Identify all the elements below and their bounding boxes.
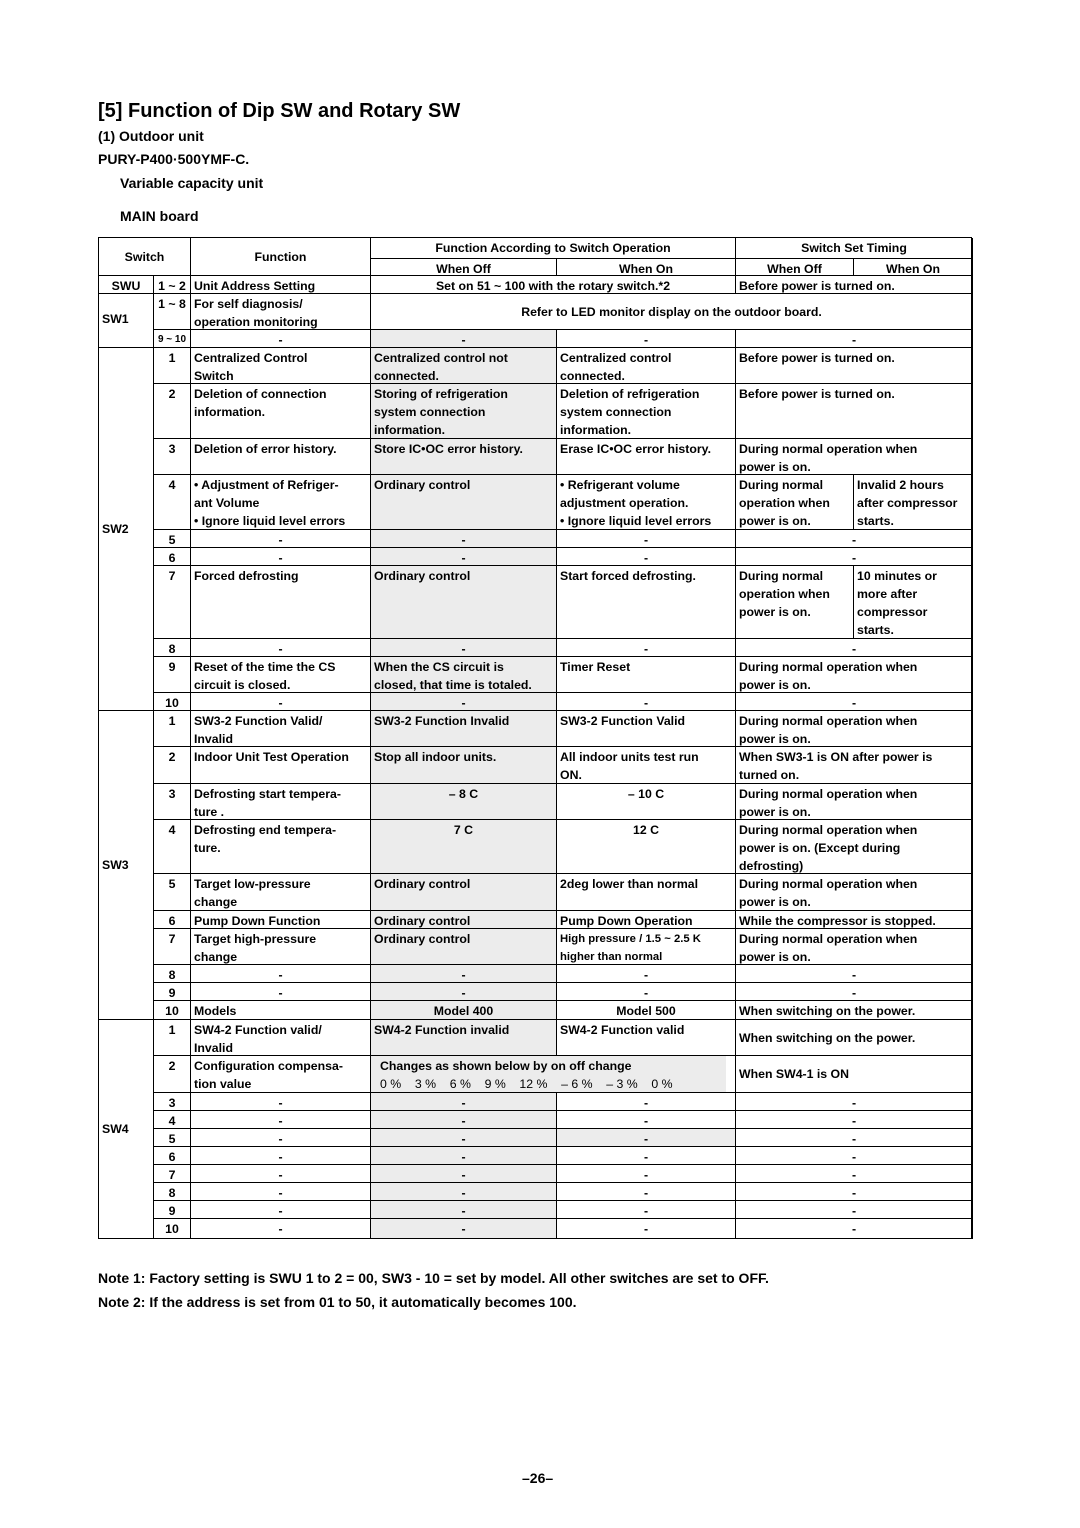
- switch-when-off: Store IC•OC error history.: [371, 439, 557, 475]
- switch-timing: When SW4-1 is ON: [736, 1056, 973, 1093]
- switch-function: Reset of the time the CS circuit is closed.: [191, 657, 371, 693]
- switch-timing: During normal operation when power is on.: [736, 784, 973, 820]
- header-function: Function: [191, 238, 371, 276]
- switch-function: -: [191, 1093, 371, 1111]
- switch-timing: Before power is turned on.: [736, 276, 973, 294]
- switch-when-off: Model 400: [371, 1001, 557, 1020]
- switch-timing: Before power is turned on.: [736, 348, 973, 384]
- header-when-off: When Off: [371, 259, 557, 276]
- switch-when-on: High pressure / 1.5 ~ 2.5 K higher than normal: [557, 929, 736, 965]
- switch-number: 1: [154, 711, 191, 747]
- model-name: PURY-P400·500YMF-C.: [98, 151, 250, 167]
- switch-function: -: [191, 693, 371, 711]
- switch-number: 1: [154, 1020, 191, 1056]
- switch-number: 1: [154, 348, 191, 384]
- switch-when-off: -: [371, 1183, 557, 1201]
- switch-number: 5: [154, 874, 191, 911]
- header-when-on: When On: [557, 259, 736, 276]
- note-1: Note 1: Factory setting is SWU 1 to 2 = 00, SW3 - 10 = set by model. All other switches are set to OFF.: [98, 1270, 769, 1286]
- switch-number: 9: [154, 657, 191, 693]
- switch-when-on: -: [557, 639, 736, 657]
- switch-number: 10: [154, 693, 191, 711]
- switch-timing: -: [736, 1219, 973, 1239]
- switch-when-on: 2deg lower than normal: [557, 874, 736, 911]
- switch-when-on: -: [557, 1183, 736, 1201]
- switch-number: 3: [154, 439, 191, 475]
- switch-timing: During normal operation when power is on. (Except during defrosting): [736, 820, 973, 874]
- switch-timing: -: [736, 983, 973, 1001]
- switch-when-on: -: [557, 693, 736, 711]
- switch-function: Centralized Control Switch: [191, 348, 371, 384]
- switch-number: 8: [154, 639, 191, 657]
- switch-function: Models: [191, 1001, 371, 1020]
- subsection-title: (1) Outdoor unit: [98, 128, 204, 144]
- switch-number: 2: [154, 384, 191, 439]
- page-number: –26–: [522, 1470, 554, 1486]
- switch-timing: -: [736, 548, 973, 566]
- switch-when-off: Ordinary control: [371, 874, 557, 911]
- switch-number: 3: [154, 784, 191, 820]
- switch-function: Defrosting start tempera- ture .: [191, 784, 371, 820]
- switch-function: Unit Address Setting: [191, 276, 371, 294]
- switch-when-off: Ordinary control: [371, 929, 557, 965]
- switch-function: For self diagnosis/ operation monitoring: [191, 294, 371, 330]
- switch-number: 9 ~ 10: [154, 330, 191, 348]
- switch-timing: -: [736, 1129, 973, 1147]
- switch-when-off: -: [371, 1147, 557, 1165]
- switch-number: 6: [154, 548, 191, 566]
- switch-function: • Adjustment of Refriger- ant Volume • Ignore liquid level errors: [191, 475, 371, 530]
- switch-function: -: [191, 1147, 371, 1165]
- switch-function: SW3-2 Function Valid/ Invalid: [191, 711, 371, 747]
- switch-timing: During normal operation when power is on.: [736, 439, 973, 475]
- switch-number: 5: [154, 530, 191, 548]
- change-values: 0 % 3 % 6 % 9 % 12 % – 6 % – 3 % 0 %: [380, 1077, 673, 1091]
- switch-operation: [371, 1056, 736, 1093]
- switch-when-on: Model 500: [557, 1001, 736, 1020]
- board-name: MAIN board: [120, 208, 199, 224]
- switch-when-on: -: [557, 983, 736, 1001]
- switch-when-off: 7 C: [371, 820, 557, 874]
- switch-function-table: [98, 237, 972, 1239]
- switch-timing-off: During normal operation when power is on.: [736, 475, 854, 530]
- switch-function: -: [191, 548, 371, 566]
- switch-timing: When switching on the power.: [736, 1001, 973, 1020]
- switch-when-on: -: [557, 1165, 736, 1183]
- switch-timing: During normal operation when power is on.: [736, 929, 973, 965]
- switch-when-off: -: [371, 639, 557, 657]
- switch-timing: -: [736, 1201, 973, 1219]
- switch-when-on: -: [557, 965, 736, 983]
- switch-timing: -: [736, 1183, 973, 1201]
- group-sw3: SW3: [99, 711, 154, 1020]
- switch-timing: -: [736, 330, 973, 348]
- switch-function: Pump Down Function: [191, 911, 371, 929]
- change-description: Changes as shown below by on off change: [380, 1059, 632, 1073]
- switch-timing: During normal operation when power is on.: [736, 711, 973, 747]
- switch-operation: Refer to LED monitor display on the outdoor board.: [371, 294, 973, 330]
- switch-timing: -: [736, 693, 973, 711]
- switch-function: -: [191, 1201, 371, 1219]
- switch-timing: -: [736, 965, 973, 983]
- header-timing-when-on: When On: [854, 259, 973, 276]
- switch-when-on: -: [557, 1093, 736, 1111]
- switch-function: -: [191, 965, 371, 983]
- switch-when-off: Ordinary control: [371, 911, 557, 929]
- switch-function: -: [191, 1129, 371, 1147]
- switch-function: Indoor Unit Test Operation: [191, 747, 371, 784]
- switch-when-on: Pump Down Operation: [557, 911, 736, 929]
- switch-function: -: [191, 639, 371, 657]
- switch-timing: Before power is turned on.: [736, 384, 973, 439]
- switch-when-off: -: [371, 548, 557, 566]
- switch-number: 2: [154, 747, 191, 784]
- group-sw4: SW4: [99, 1020, 154, 1239]
- switch-timing: During normal operation when power is on.: [736, 657, 973, 693]
- switch-when-off: -: [371, 330, 557, 348]
- header-function-according: Function According to Switch Operation: [371, 238, 736, 259]
- switch-function: -: [191, 983, 371, 1001]
- switch-number: 4: [154, 1111, 191, 1129]
- switch-when-on: Deletion of refrigeration system connection information.: [557, 384, 736, 439]
- switch-when-off: -: [371, 693, 557, 711]
- switch-when-on: SW3-2 Function Valid: [557, 711, 736, 747]
- switch-timing: When switching on the power.: [736, 1020, 973, 1056]
- header-switch: Switch: [99, 238, 191, 276]
- switch-timing: -: [736, 1147, 973, 1165]
- section-title: [5] Function of Dip SW and Rotary SW: [98, 100, 461, 122]
- switch-function: SW4-2 Function valid/ Invalid: [191, 1020, 371, 1056]
- group-sw1: SW1: [99, 294, 154, 348]
- switch-when-off: – 8 C: [371, 784, 557, 820]
- switch-function: Target high-pressure change: [191, 929, 371, 965]
- header-timing-when-off: When Off: [736, 259, 854, 276]
- switch-when-on: SW4-2 Function valid: [557, 1020, 736, 1056]
- switch-number: 10: [154, 1219, 191, 1239]
- switch-function: Deletion of connection information.: [191, 384, 371, 439]
- switch-when-off: SW4-2 Function invalid: [371, 1020, 557, 1056]
- switch-number: 1 ~ 8: [154, 294, 191, 330]
- switch-when-on: – 10 C: [557, 784, 736, 820]
- switch-when-on: • Refrigerant volume adjustment operation. • Ignore liquid level errors: [557, 475, 736, 530]
- switch-when-on: Start forced defrosting.: [557, 566, 736, 639]
- switch-timing: When SW3-1 is ON after power is turned on.: [736, 747, 973, 784]
- switch-number: 9: [154, 1201, 191, 1219]
- unit-type: Variable capacity unit: [120, 175, 264, 191]
- switch-number: 8: [154, 965, 191, 983]
- switch-function: -: [191, 1219, 371, 1239]
- switch-function: Target low-pressure change: [191, 874, 371, 911]
- switch-function: -: [191, 330, 371, 348]
- switch-when-off: -: [371, 1219, 557, 1239]
- switch-timing-off: During normal operation when power is on.: [736, 566, 854, 639]
- switch-number: 5: [154, 1129, 191, 1147]
- switch-when-off: Ordinary control: [371, 566, 557, 639]
- switch-operation: Set on 51 ~ 100 with the rotary switch.*2: [371, 276, 736, 294]
- group-sw2: SW2: [99, 348, 154, 711]
- switch-when-off: Centralized control not connected.: [371, 348, 557, 384]
- switch-when-on: Centralized control connected.: [557, 348, 736, 384]
- switch-when-on: Erase IC•OC error history.: [557, 439, 736, 475]
- switch-number: 7: [154, 1165, 191, 1183]
- switch-number: 1 ~ 2: [154, 276, 191, 294]
- switch-when-off: -: [371, 1165, 557, 1183]
- switch-timing: During normal operation when power is on.: [736, 874, 973, 911]
- switch-number: 3: [154, 1093, 191, 1111]
- switch-number: 8: [154, 1183, 191, 1201]
- switch-when-on: -: [557, 1201, 736, 1219]
- switch-when-off: SW3-2 Function Invalid: [371, 711, 557, 747]
- switch-timing-on: 10 minutes or more after compressor starts.: [854, 566, 973, 639]
- switch-number: 7: [154, 929, 191, 965]
- switch-when-on: -: [557, 1111, 736, 1129]
- switch-function: Forced defrosting: [191, 566, 371, 639]
- switch-when-off: Ordinary control: [371, 475, 557, 530]
- switch-timing: -: [736, 1111, 973, 1129]
- switch-timing: -: [736, 1093, 973, 1111]
- switch-when-on: -: [557, 1219, 736, 1239]
- switch-timing: -: [736, 530, 973, 548]
- switch-when-off: -: [371, 530, 557, 548]
- switch-function: -: [191, 1183, 371, 1201]
- switch-when-off: -: [371, 1201, 557, 1219]
- switch-when-off: Stop all indoor units.: [371, 747, 557, 784]
- note-2: Note 2: If the address is set from 01 to 50, it automatically becomes 100.: [98, 1294, 577, 1310]
- switch-when-off: -: [371, 983, 557, 1001]
- switch-function: -: [191, 1111, 371, 1129]
- switch-timing: -: [736, 1165, 973, 1183]
- switch-when-off: -: [371, 1129, 557, 1147]
- switch-when-off: When the CS circuit is closed, that time is totaled.: [371, 657, 557, 693]
- switch-number: 6: [154, 911, 191, 929]
- switch-number: 2: [154, 1056, 191, 1093]
- switch-number: 6: [154, 1147, 191, 1165]
- switch-function: -: [191, 530, 371, 548]
- switch-when-off: -: [371, 965, 557, 983]
- switch-when-on: -: [557, 330, 736, 348]
- switch-timing: -: [736, 639, 973, 657]
- switch-number: 4: [154, 475, 191, 530]
- switch-when-off: -: [371, 1111, 557, 1129]
- switch-when-off: -: [371, 1093, 557, 1111]
- switch-timing: While the compressor is stopped.: [736, 911, 973, 929]
- switch-function: -: [191, 1165, 371, 1183]
- switch-when-on: Timer Reset: [557, 657, 736, 693]
- switch-number: 9: [154, 983, 191, 1001]
- switch-function: Deletion of error history.: [191, 439, 371, 475]
- switch-function: Defrosting end tempera- ture.: [191, 820, 371, 874]
- switch-when-on: -: [557, 1129, 736, 1147]
- switch-function: Configuration compensa- tion value: [191, 1056, 371, 1093]
- header-switch-set-timing: Switch Set Timing: [736, 238, 973, 259]
- switch-when-on: -: [557, 548, 736, 566]
- switch-when-on: 12 C: [557, 820, 736, 874]
- switch-when-on: All indoor units test run ON.: [557, 747, 736, 784]
- switch-number: 10: [154, 1001, 191, 1020]
- switch-number: 7: [154, 566, 191, 639]
- switch-number: 4: [154, 820, 191, 874]
- switch-timing-on: Invalid 2 hours after compressor starts.: [854, 475, 973, 530]
- switch-when-off: Storing of refrigeration system connection information.: [371, 384, 557, 439]
- group-swu: SWU: [99, 276, 154, 294]
- switch-when-on: -: [557, 1147, 736, 1165]
- switch-when-on: -: [557, 530, 736, 548]
